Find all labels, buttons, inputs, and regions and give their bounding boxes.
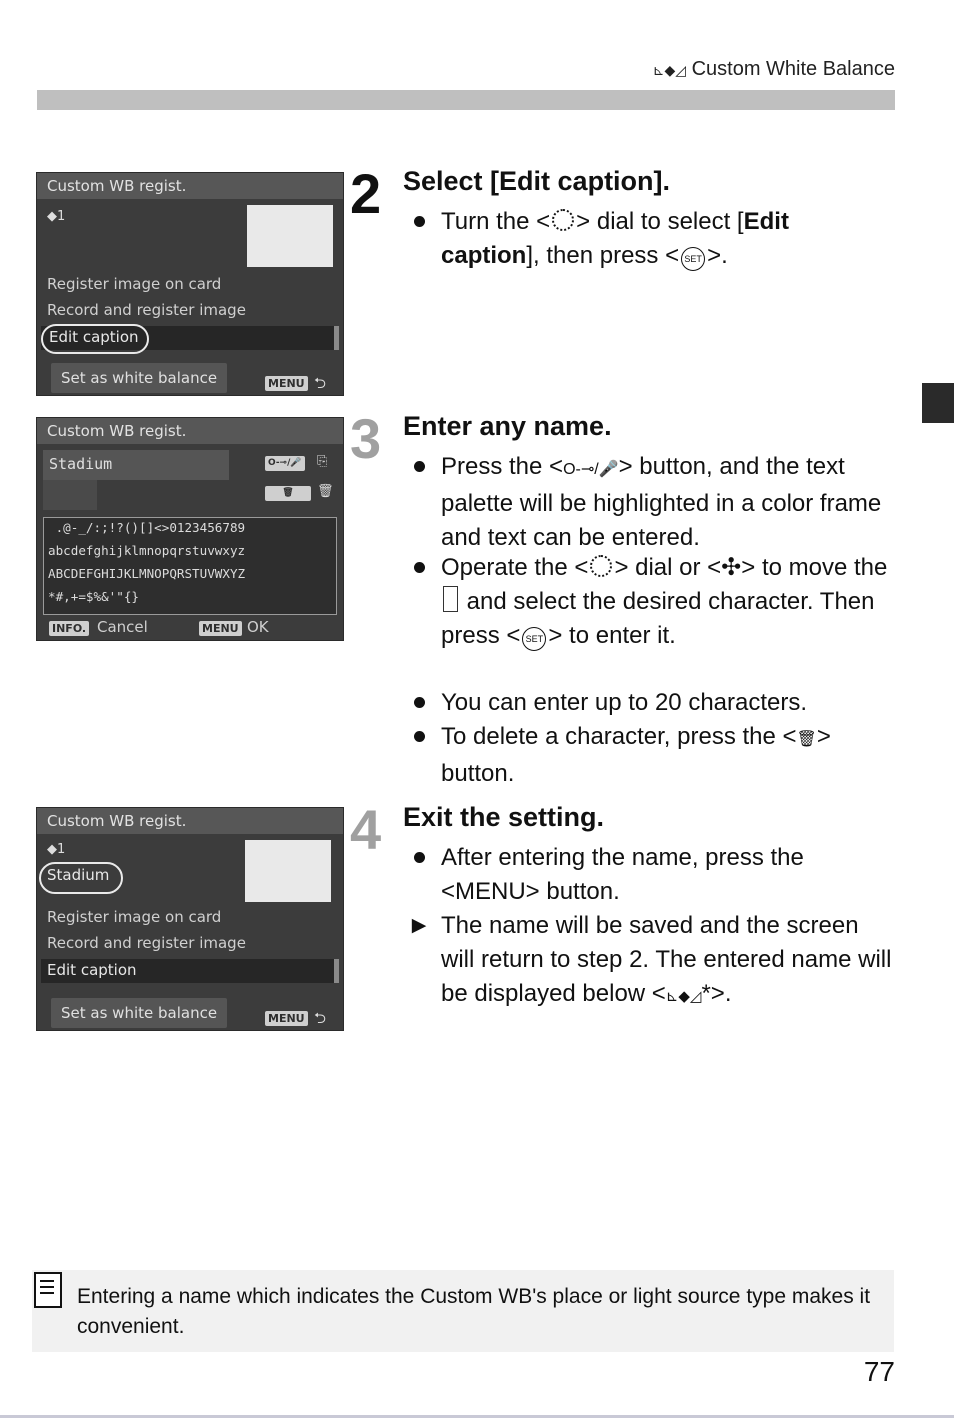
screen-title: Custom WB regist. [37, 173, 343, 199]
bullet-item: Operate the < > dial or <✣> to move the and select the desired character. Then press < SET > to enter it. [441, 551, 893, 653]
text-palette [43, 517, 337, 615]
cross-keys-icon: ✣ [721, 554, 742, 581]
highlight-circle [39, 862, 123, 894]
custom-wb-label: ◆1 [47, 842, 66, 857]
set-button-icon: SET [681, 247, 705, 271]
custom-wb-icon: ⊾◆◿ [665, 988, 702, 1005]
page-number: 77 [863, 1356, 895, 1387]
wb-preview [247, 205, 333, 267]
result-arrow: ▶ [411, 915, 427, 936]
bullet-dot [407, 205, 431, 239]
menu-item-register-card: Register image on card [47, 275, 222, 293]
menu-item-register-card: Register image on card [47, 908, 222, 926]
trash-icon: 🗑 [796, 731, 817, 748]
bullet-dot [407, 450, 431, 484]
protect-key-icon: O-⊸/🎤 [563, 461, 619, 478]
side-icon-1: ⎘ [317, 454, 328, 469]
step-title: Select [Edit caption]. [403, 166, 671, 196]
bottom-rule [0, 1415, 954, 1418]
menu-key: MENU [199, 621, 242, 636]
running-header-title: Custom White Balance [691, 58, 895, 80]
step-number: 4 [350, 798, 382, 861]
caption-field-lower [43, 480, 97, 510]
menu-key: MENU [265, 376, 308, 391]
bullet-dot [407, 686, 431, 720]
palette-row: abcdefghijklmnopqrstuvwxyz [48, 543, 246, 558]
screen-step-2 [36, 172, 344, 396]
return-icon: ⮌ [314, 374, 327, 392]
bullet-dot [407, 551, 431, 585]
header-rule [37, 90, 895, 110]
info-key: INFO. [49, 621, 89, 636]
step-title: Enter any name. [403, 411, 612, 441]
set-wb-button: Set as white balance [51, 998, 227, 1028]
screen-title: Custom WB regist. [37, 808, 343, 834]
screen-step-3 [36, 417, 344, 641]
screen-title: Custom WB regist. [37, 418, 343, 444]
set-button-icon: SET [522, 627, 546, 651]
bullet-item: Turn the < > dial to select [Edit caption], then press < SET >. [441, 205, 891, 273]
step-number: 2 [350, 162, 382, 225]
wb-preview [245, 840, 331, 902]
screen-step-4 [36, 807, 344, 1031]
menu-item-edit-caption: Edit caption [49, 328, 139, 346]
erase-key: 🗑 [265, 486, 311, 501]
custom-wb-label: ◆1 [47, 209, 66, 224]
menu-item-record-register: Record and register image [47, 934, 246, 952]
bullet-item: To delete a character, press the <🗑> button. [441, 720, 893, 791]
ok-label: OK [247, 618, 269, 636]
caption-value: Stadium [47, 866, 110, 884]
bullet-dot [407, 720, 431, 754]
highlight-circle [41, 324, 149, 354]
protect-key: O-⊸/🎤 [265, 456, 305, 471]
note-text: Entering a name which indicates the Custom WB's place or light source type makes it convenient. [77, 1285, 871, 1338]
bullet-item: After entering the name, press the <MENU> button. [441, 841, 881, 909]
bullet-dot [407, 841, 431, 875]
bullet-item: ▶ The name will be saved and the screen will return to step 2. The entered name will be displayed below <⊾◆◿*>. [441, 909, 893, 1014]
bullet-item: Press the <O-⊸/🎤> button, and the text palette will be highlighted in a color frame and text can be entered. [441, 450, 893, 555]
palette-row: *#,+=$%&'"{} [48, 589, 139, 604]
caption-value: Stadium [49, 455, 113, 473]
main-dial-icon [552, 209, 574, 231]
side-icon-2: 🗑 [317, 484, 334, 499]
step-number: 3 [350, 407, 382, 470]
memo-icon [34, 1272, 62, 1308]
palette-row: .@-_/:;!?()[]<>0123456789 [48, 520, 246, 535]
cursor-box-icon [443, 586, 458, 612]
menu-item-record-register: Record and register image [47, 301, 246, 319]
custom-wb-icon: ⊾◆◿ [652, 62, 687, 78]
cancel-label: Cancel [97, 618, 148, 636]
running-header [600, 58, 895, 81]
bullet-item: You can enter up to 20 characters. [441, 686, 893, 720]
quick-dial-icon [590, 555, 612, 577]
set-wb-button: Set as white balance [51, 363, 227, 393]
menu-key: MENU [265, 1011, 308, 1026]
return-icon: ⮌ [314, 1009, 327, 1027]
menu-item-edit-caption: Edit caption [47, 961, 137, 979]
palette-row: ABCDEFGHIJKLMNOPQRSTUVWXYZ [48, 566, 246, 581]
step-title: Exit the setting. [403, 802, 605, 832]
chapter-thumb-tab [922, 383, 954, 423]
